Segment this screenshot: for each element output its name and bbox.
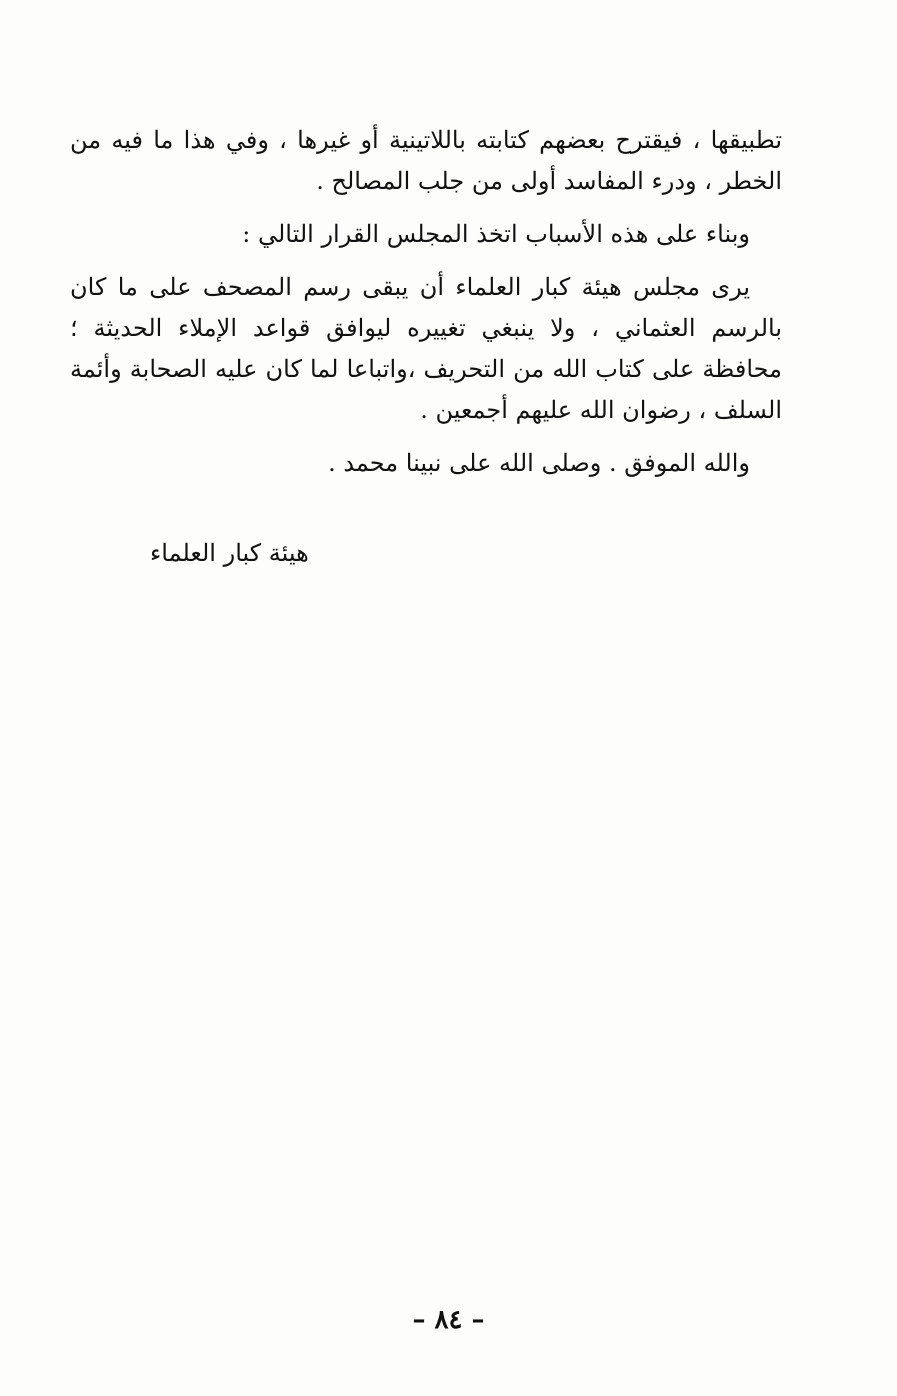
body-text — [70, 120, 782, 496]
signature: هيئة كبار العلماء — [150, 539, 309, 567]
paragraph-decision-intro: وبناء على هذه الأسباب اتخذ المجلس القرار التالي : — [242, 220, 750, 248]
page-number: – ٨٤ – — [412, 1305, 485, 1335]
paragraph-continuation: تطبيقها ، فيقترح بعضهم كتابته باللاتينية أو غيرها ، وفي هذا ما فيه من الخطر ، ودرء المفاسد أولى من جلب المصالح . — [70, 126, 783, 195]
paragraph-closing: والله الموفق . وصلى الله على نبينا محمد . — [328, 449, 750, 477]
paragraph-decision: يرى مجلس هيئة كبار العلماء أن يبقى رسم المصحف على ما كان بالرسم العثماني ، ولا ينبغي تغييره ليوافق قواعد الإملاء الحديثة ؛ محافظة على كتاب الله من التحريف ،واتباعا لما كان عليه الصحابة وأئمة السلف ، رضوان الله عليهم أجمعين . — [70, 273, 782, 424]
